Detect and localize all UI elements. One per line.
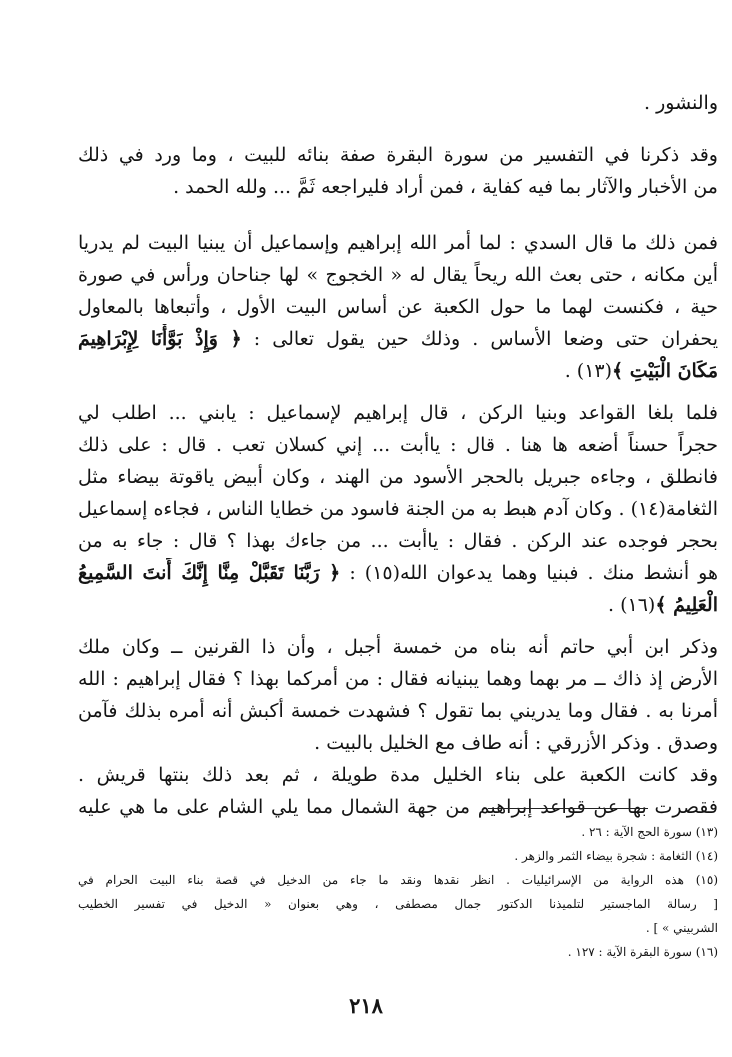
text-line: فقصرت بها عن قواعد إبراهيم من جهة الشمال مما يلي الشام على ما هي عليه bbox=[78, 796, 718, 818]
text-line bbox=[78, 356, 718, 386]
text-line: أين مكانه ، حتى بعث الله ريحاً يقال له « الخجوج » لها جناحان ورأس في صورة bbox=[78, 264, 718, 286]
text-line: وذكر ابن أبي حاتم أنه بناه من خمسة أجبل ، وأن ذا القرنين ــ وكان ملك bbox=[78, 636, 718, 658]
quran-verse: الْعَلِيمُ ﴾ bbox=[655, 594, 718, 616]
quran-verse: ﴿ رَبَّنَا تَقَبَّلْ مِنَّا إِنَّكَ أَنتَ السَّمِيعُ bbox=[78, 562, 341, 584]
text-segment: يحفران حتى وضعا الأساس . وذلك حين يقول تعالى : bbox=[253, 328, 718, 350]
text-line bbox=[78, 558, 718, 588]
footnote-separator bbox=[488, 808, 648, 809]
text-line bbox=[78, 590, 718, 620]
quran-verse: ﴿ وَإِذْ بَوَّأْنَا لِإِبْرَاهِيمَ bbox=[78, 328, 242, 350]
text-line: والنشور . bbox=[644, 92, 718, 114]
footnote-ref: (١٦) . bbox=[608, 594, 656, 616]
text-segment: هو أنشط منك . فبنيا وهما يدعوان الله(١٥) : bbox=[349, 562, 718, 584]
footnote: (١٤) الثغامة : شجرة بيضاء الثمر والزهر . bbox=[514, 849, 718, 863]
text-line: حية ، فكنست لهما ما حول الكعبة عن أساس البيت الأول ، وأتبعاها بالمعاول bbox=[78, 296, 718, 318]
footnote: (١٣) سورة الحج الآية : ٢٦ . bbox=[581, 825, 718, 839]
text-line: أمرنا به . فقال وما يدريني بما تقول ؟ فشهدت خمسة أكبش أنه أمره بذلك فآمن bbox=[78, 700, 718, 722]
quran-verse: مَكَانَ الْبَيْتِ ﴾ bbox=[612, 360, 718, 382]
text-line: الأرض إذ ذاك ــ مر بهما وهما يبنيانه فقال : من أمركما بهذا ؟ فقال إبراهيم : الله bbox=[78, 668, 718, 690]
footnote-ref: (١٣) . bbox=[564, 360, 613, 382]
text-line: فمن ذلك ما قال السدي : لما أمر الله إبراهيم وإسماعيل أن يبنيا البيت لم يدريا bbox=[78, 232, 718, 254]
footnote: (١٦) سورة البقرة الآية : ١٢٧ . bbox=[567, 945, 718, 959]
text-line: الثغامة(١٤) . وكان آدم هبط به من الجنة فاسود من خطايا الناس ، فجاءه إسماعيل bbox=[78, 498, 718, 520]
text-line: من الأخبار والآثار بما فيه كفاية ، فمن أراد فليراجعه ثَمَّ ... ولله الحمد . bbox=[173, 176, 718, 198]
page-number: ٢١٨ bbox=[349, 993, 383, 1018]
footnote: الشربيني » ] . bbox=[645, 921, 718, 935]
text-line: حجراً حسناً أضعه ها هنا . قال : ياأبت ... إني كسلان تعب . قال : على ذلك bbox=[78, 434, 718, 456]
footnote: (١٥) هذه الرواية من الإسرائيليات . انظر نقدها ونقد ما جاء من الدخيل في قصة بناء البيت الحرام في bbox=[78, 873, 718, 887]
footnote: [ رسالة الماجستير لتلميذنا الدكتور جمال مصطفى ، وهي بعنوان « الدخيل في تفسير الخطيب bbox=[78, 897, 718, 911]
text-line: بحجر فوجده عند الركن . فقال : ياأبت ... من جاءك بهذا ؟ قال : جاء به من bbox=[78, 530, 718, 552]
text-line: فانطلق ، وجاءه جبريل بالحجر الأسود من الهند ، وكان أبيض ياقوتة بيضاء مثل bbox=[78, 466, 718, 488]
text-line: وقد ذكرنا في التفسير من سورة البقرة صفة بنائه للبيت ، وما ورد في ذلك bbox=[78, 144, 718, 166]
text-line bbox=[78, 324, 718, 354]
text-line: وقد كانت الكعبة على بناء الخليل مدة طويلة ، ثم بعد ذلك بنتها قريش . bbox=[78, 764, 718, 786]
text-line: وصدق . وذكر الأزرقي : أنه طاف مع الخليل بالبيت . bbox=[314, 732, 718, 754]
text-line: فلما بلغا القواعد وبنيا الركن ، قال إبراهيم لإسماعيل : يابني ... اطلب لي bbox=[78, 402, 718, 424]
